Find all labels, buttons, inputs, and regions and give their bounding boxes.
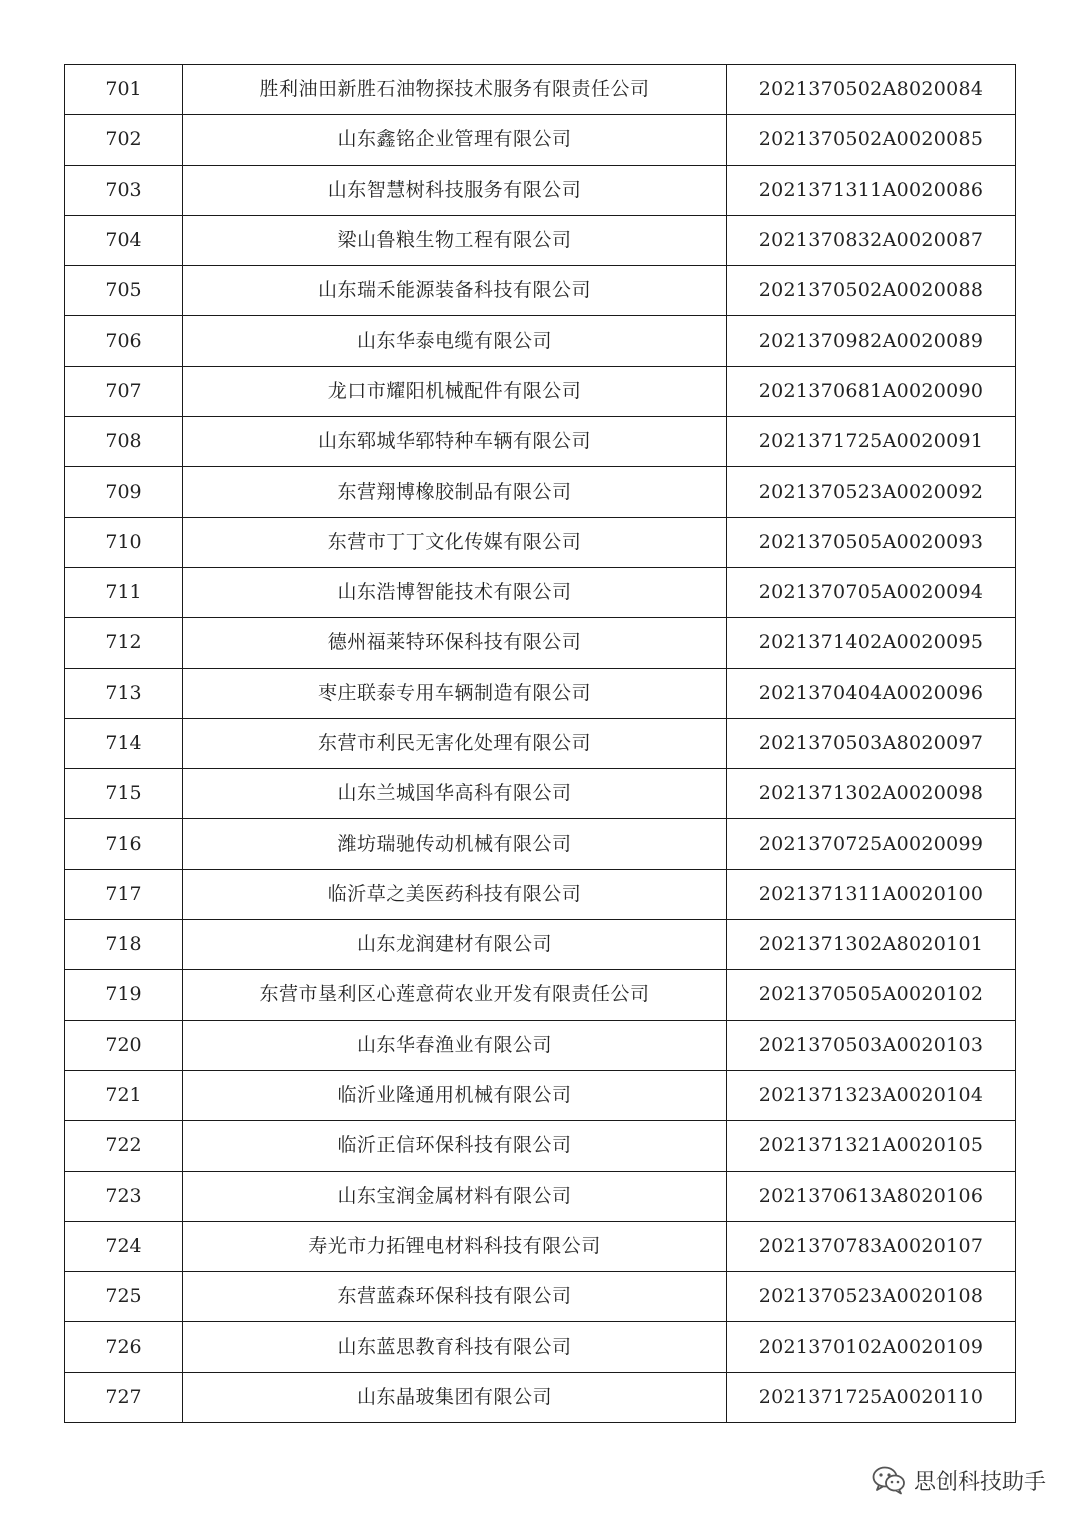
registration-code: 2021370613A8020106 <box>727 1171 1016 1221</box>
row-number: 708 <box>65 417 183 467</box>
company-name: 临沂草之美医药科技有限公司 <box>183 869 727 919</box>
registration-code: 2021371311A0020086 <box>727 165 1016 215</box>
registration-code: 2021370705A0020094 <box>727 567 1016 617</box>
registration-code: 2021370681A0020090 <box>727 366 1016 416</box>
registration-code: 2021370725A0020099 <box>727 819 1016 869</box>
table-row <box>65 920 1016 970</box>
row-number: 715 <box>65 769 183 819</box>
row-number: 706 <box>65 316 183 366</box>
row-number: 707 <box>65 366 183 416</box>
registration-code: 2021370982A0020089 <box>727 316 1016 366</box>
company-name: 寿光市力拓锂电材料科技有限公司 <box>183 1221 727 1271</box>
company-name: 梁山鲁粮生物工程有限公司 <box>183 215 727 265</box>
row-number: 724 <box>65 1221 183 1271</box>
row-number: 722 <box>65 1121 183 1171</box>
table-row <box>65 165 1016 215</box>
registration-code: 2021371725A0020091 <box>727 417 1016 467</box>
company-name: 胜利油田新胜石油物探技术服务有限责任公司 <box>183 65 727 115</box>
row-number: 714 <box>65 718 183 768</box>
company-name: 山东兰城国华高科有限公司 <box>183 769 727 819</box>
table-row <box>65 65 1016 115</box>
table-row <box>65 1372 1016 1422</box>
row-number: 720 <box>65 1020 183 1070</box>
registration-code: 2021370523A0020108 <box>727 1272 1016 1322</box>
registration-code: 2021371311A0020100 <box>727 869 1016 919</box>
table-row <box>65 869 1016 919</box>
row-number: 712 <box>65 618 183 668</box>
table-row <box>65 1070 1016 1120</box>
table-row <box>65 769 1016 819</box>
registration-code: 2021370832A0020087 <box>727 215 1016 265</box>
row-number: 721 <box>65 1070 183 1120</box>
table-row <box>65 1121 1016 1171</box>
row-number: 718 <box>65 920 183 970</box>
registration-code: 2021371321A0020105 <box>727 1121 1016 1171</box>
table-row <box>65 366 1016 416</box>
table-row <box>65 467 1016 517</box>
registration-code: 2021371302A0020098 <box>727 769 1016 819</box>
table-row <box>65 517 1016 567</box>
company-name: 山东鑫铭企业管理有限公司 <box>183 115 727 165</box>
row-number: 709 <box>65 467 183 517</box>
table-row <box>65 1020 1016 1070</box>
registration-code: 2021370503A8020097 <box>727 718 1016 768</box>
registration-code: 2021371402A0020095 <box>727 618 1016 668</box>
company-list-table <box>64 64 1016 1423</box>
company-name: 山东宝润金属材料有限公司 <box>183 1171 727 1221</box>
registration-code: 2021370523A0020092 <box>727 467 1016 517</box>
table-row <box>65 1221 1016 1271</box>
table-row <box>65 417 1016 467</box>
registration-code: 2021370102A0020109 <box>727 1322 1016 1372</box>
row-number: 703 <box>65 165 183 215</box>
registration-code: 2021370505A0020093 <box>727 517 1016 567</box>
company-name: 山东智慧树科技服务有限公司 <box>183 165 727 215</box>
table-row <box>65 215 1016 265</box>
company-name: 德州福莱特环保科技有限公司 <box>183 618 727 668</box>
registration-code: 2021371323A0020104 <box>727 1070 1016 1120</box>
row-number: 710 <box>65 517 183 567</box>
table-row <box>65 970 1016 1020</box>
row-number: 713 <box>65 668 183 718</box>
wechat-watermark <box>872 1460 1046 1500</box>
company-name: 山东晶玻集团有限公司 <box>183 1372 727 1422</box>
row-number: 719 <box>65 970 183 1020</box>
registration-code: 2021370502A8020084 <box>727 65 1016 115</box>
row-number: 727 <box>65 1372 183 1422</box>
table-row <box>65 1171 1016 1221</box>
table-row <box>65 618 1016 668</box>
company-name: 山东华春渔业有限公司 <box>183 1020 727 1070</box>
row-number: 704 <box>65 215 183 265</box>
company-name: 枣庄联泰专用车辆制造有限公司 <box>183 668 727 718</box>
row-number: 726 <box>65 1322 183 1372</box>
company-name: 东营市利民无害化处理有限公司 <box>183 718 727 768</box>
watermark-text: 思创科技助手 <box>913 1469 1046 1495</box>
registration-code: 2021370503A0020103 <box>727 1020 1016 1070</box>
registration-code: 2021371725A0020110 <box>727 1372 1016 1422</box>
table-row <box>65 567 1016 617</box>
table-body <box>65 65 1016 1423</box>
table-row <box>65 668 1016 718</box>
table-row <box>65 316 1016 366</box>
company-name: 山东华泰电缆有限公司 <box>183 316 727 366</box>
row-number: 717 <box>65 869 183 919</box>
company-name: 山东郓城华郓特种车辆有限公司 <box>183 417 727 467</box>
company-name: 东营市垦利区心莲意荷农业开发有限责任公司 <box>183 970 727 1020</box>
company-name: 山东浩博智能技术有限公司 <box>183 567 727 617</box>
table-row <box>65 819 1016 869</box>
company-name: 临沂业隆通用机械有限公司 <box>183 1070 727 1120</box>
company-name: 潍坊瑞驰传动机械有限公司 <box>183 819 727 869</box>
row-number: 723 <box>65 1171 183 1221</box>
company-name: 东营翔博橡胶制品有限公司 <box>183 467 727 517</box>
company-name: 东营市丁丁文化传媒有限公司 <box>183 517 727 567</box>
table-row <box>65 718 1016 768</box>
company-name: 临沂正信环保科技有限公司 <box>183 1121 727 1171</box>
table-row <box>65 115 1016 165</box>
registration-code: 2021370502A0020085 <box>727 115 1016 165</box>
row-number: 705 <box>65 266 183 316</box>
registration-code: 2021371302A8020101 <box>727 920 1016 970</box>
table-row <box>65 266 1016 316</box>
wechat-icon <box>872 1465 906 1495</box>
registration-code: 2021370783A0020107 <box>727 1221 1016 1271</box>
row-number: 702 <box>65 115 183 165</box>
table-row <box>65 1322 1016 1372</box>
registration-code: 2021370404A0020096 <box>727 668 1016 718</box>
registration-code: 2021370505A0020102 <box>727 970 1016 1020</box>
row-number: 711 <box>65 567 183 617</box>
registration-code: 2021370502A0020088 <box>727 266 1016 316</box>
company-name: 山东瑞禾能源装备科技有限公司 <box>183 266 727 316</box>
row-number: 701 <box>65 65 183 115</box>
company-name: 山东蓝思教育科技有限公司 <box>183 1322 727 1372</box>
row-number: 725 <box>65 1272 183 1322</box>
company-name: 东营蓝森环保科技有限公司 <box>183 1272 727 1322</box>
company-name: 山东龙润建材有限公司 <box>183 920 727 970</box>
row-number: 716 <box>65 819 183 869</box>
company-name: 龙口市耀阳机械配件有限公司 <box>183 366 727 416</box>
table-row <box>65 1272 1016 1322</box>
